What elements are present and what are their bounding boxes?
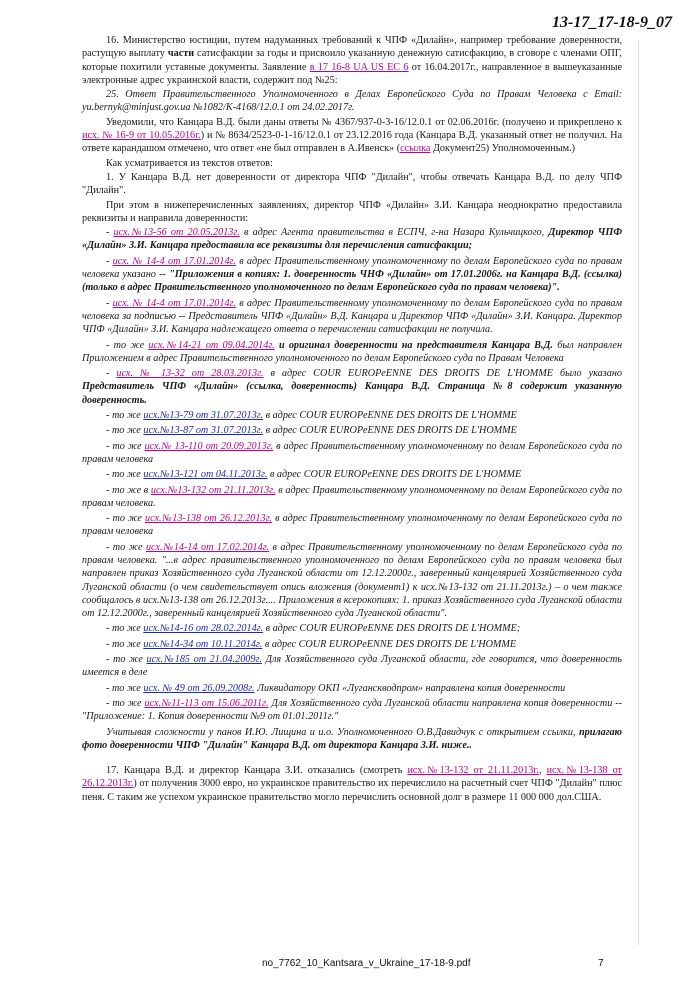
paragraph-17 [82,764,622,804]
reference-item [82,339,622,366]
text-bold: "Приложения в копиях: 1. доверенность ЧНФ «Дилайн» от 17.01.2006г. на Канцара В.Д. (ссылка) (только в адрес Правительственного уполномоченного по делам Европейского суда по правам человека)". [82,269,622,294]
text: - то же [106,541,146,553]
text: - [106,255,113,267]
text: в адрес Агента правительства в ЕСПЧ, г-на Назара Кульчицкого, [239,227,549,239]
text-bold: Директор ЧПФ «Дилайн» З.И. Канцара предоставила все реквизиты для перечисления сатисфакции; [82,227,623,252]
text: - то же [106,469,144,481]
text-bold: части [167,48,195,60]
doc-link[interactable]: исх.№11-113 от 15.06.2011г. [144,697,269,709]
text: - [106,297,113,309]
text: Учитывая сложности у панов И.Ю. Лищина и и.о. Уполномоченного О.В.Давидчук с открытием ссылки, [106,726,579,738]
paragraph-25: 25. Ответ Правительственного Уполномоченного в Делах Европейского Суда по Правам Человека с Email: yu.bernyk@minjust.gov.ua №1082/К-4168/12.0.1 от 24.02.2017г. [82,89,622,114]
doc-link[interactable]: исх.№14-34 от 10.11.2014г. [143,638,263,650]
paragraph-but: При этом в нижеперечисленных заявлениях, директор ЧПФ «Дилайн» З.И. Канцара неоднократно предоставила реквизиты и направила доверенности: [82,199,622,224]
document-code: 13-17_17-18-9_07 [552,14,672,31]
text: в адрес COUR EUROPeENNE DES DROITS DE L'HOMME; [263,623,521,635]
text: был направлен Приложением в адрес Правительственного уполномоченного по делам Европейского суда по Правам Человека [82,339,623,364]
reference-item [82,653,622,680]
text: - то же [106,654,147,666]
text: 16. Министерство юстиции, путем надуманных требований к ЧПФ «Дилайн», например требование доверенности, растущую выплату [82,35,622,60]
doc-link[interactable]: ссылка [400,143,431,155]
text: в адрес Правительственному уполномоченному по делам Европейского суда по правам человека за подписью -- Представитель ЧПФ «Дилайн» В.Д. Канцара и Директор ЧПФ «Дилайн» З.И. Канцара. Директор ЧПФ «Дилайн» З.И. Канцара надлежащего ответа о перечислении сатисфакции не получила. [82,297,622,336]
doc-link[interactable]: исх. № 14-4 от 17.01.2014г. [112,255,236,267]
reference-item [82,682,622,695]
doc-link[interactable]: исх. № 16-9 от 10.05.2016г. [82,130,201,142]
reference-item [82,638,622,651]
text: - то же [106,339,149,351]
text: в адрес COUR EUROPeENNE DES DROITS DE L'HOMME [263,410,517,422]
text: - то же [106,638,144,650]
reference-item [82,255,622,295]
text: ) от получения 3000 евро, но украинское правительство их перечислило на расчетный счет ЧПФ "Дилайн" плюс пеня. С таким же успехом украинское правительство могло перечислить основной долг в размере 11 000 000 дол.США. [82,778,622,803]
doc-link[interactable]: исх.№14-21 от 09.04.2014г. [148,339,275,351]
reference-item [82,409,622,422]
text: в адрес COUR EUROPeENNE DES DROITS DE L'HOMME [263,425,517,437]
text: в адрес Правительственному уполномоченному по делам Европейского суда по правам человека указано -- [82,255,622,281]
text: Для Хозяйственного суда Луганской области направлена копия доверенности -- "Приложение: 1. Копия доверенности №9 от 01.01.2011г." [82,697,622,723]
doc-link[interactable]: исх.№13-132 от 21.11.2013г. [150,484,276,496]
doc-link[interactable]: исх.№13-87 от 31.07.2013г. [143,425,264,437]
text: Документ25) Уполномоченным.) [430,143,575,155]
doc-link[interactable]: исх.№ 13-110 от 20.09.2013г. [144,440,274,452]
text: , [538,765,547,777]
text: в адрес Правительственному уполномоченному по делам Европейского суда по правам человека. [82,484,622,509]
text: - то же [106,697,145,709]
text: в адрес Правительственному уполномоченному по делам Европейского суда по правам человека [82,513,622,538]
paragraph-notified [82,116,622,156]
reference-item [82,512,622,539]
footer-filename: no_7762_10_Kantsara_v_Ukraine_17-18-9.pdf [262,958,471,969]
reference-item [82,297,622,337]
margin-line [638,40,639,945]
reference-item [82,440,622,467]
text: в адрес Правительственному уполномоченному по делам Европейского суда по правам человека [82,440,622,465]
text: - [106,227,114,239]
doc-link[interactable]: исх.№13-138 от 26.12.2013г. [145,513,272,525]
text: - то же [106,513,145,525]
doc-link[interactable]: исх.№14-14 от 17.02.2014г. [145,541,270,553]
text: в адрес Правительственному уполномоченному по делам Европейского суда по правам человека. "...в адрес правительственного уполномоченного по делам Европейского суда по правам человека был направлен приказ Хозяйственного суда Луганской области от 12.12.2000г., заверенный канцелярией Хозяйственного суда Луганской области (о чем свидетельствует опись вложения (документ1) к исх.№13-132 от 21.11.2013г.) – о чем также сообщалось в исх.№13-138 от 26.12.2013г.... Приложения в ксерокопиях: 1. приказ Хозяйственного суда Луганской области от 12.12.2000г., заверенный канцелярией Хозяйственного суда Луганской области". [82,541,622,620]
text: Ликвидатору ОКП «Луганскводпром» направлена копия доверенности [254,682,566,694]
reference-item [82,697,622,724]
text: - то же [106,440,145,452]
paragraph-considering [82,726,622,753]
doc-link[interactable]: исх. № 14-4 от 17.01.2014г. [112,297,236,309]
text: Для Хозяйственного суда Луганской области, где говорится, что доверенность имеется в деле [82,654,622,679]
reference-item [82,367,622,407]
text-bold: и оригинал доверенности на представителя Канцара В.Д. [278,339,553,351]
doc-link[interactable]: исх.№13-132 от 21.11.2013г. [407,765,539,777]
doc-link[interactable]: исх.№13-121 от 04.11.2013г. [143,469,268,481]
reference-item [82,622,622,635]
text: - [106,368,117,380]
reference-item [82,541,622,621]
doc-link[interactable]: исх.№13-138 от 26.12.2013г. [82,765,623,790]
doc-link[interactable]: исх.№13-79 от 31.07.2013г. [143,410,264,422]
text: в адрес COUR EUROPeENNE DES DROITS DE L'HOMME было указано [263,368,622,380]
text: от 16.04.2017г., направленное в вышеуказанные электронные адрес украинской власти, содержит под №25: [82,61,622,86]
reference-item [82,484,622,511]
text: ) и № 8634/2523-0-1-16/12.0.1 от 23.12.2016 года (Канцара В.Д. указанный ответ не получил. На ответе карандашом отмечено, что ответ «не был отправлен в А.Ивенск» ( [82,130,622,155]
text: - то же [106,682,144,694]
reference-item [82,468,622,481]
text: в адрес COUR EUROPeENNE DES DROITS DE L'HOMME [262,638,517,650]
text: сатисфакции за годы и присвоило указанную денежную сатисфакцию, в сговоре с членами ОПГ, которые похитили уставные документы. Заявление [82,48,622,73]
doc-link[interactable]: исх.№13-56 от 20.05.2013г. [113,227,240,239]
page-number: 7 [598,958,604,969]
text: - то же в [106,484,151,496]
document-body [82,34,622,805]
doc-link[interactable]: исх. № 13-32 от 28.03.2013г. [116,368,264,380]
text-bold: прилагаю фото доверенности ЧПФ "Дилайн" Канцара В.Д. от директора Канцара З.И. ниже.. [82,726,622,751]
text: - то же [106,623,144,635]
doc-link[interactable]: в 17 16-8 UA US EC 6 [309,61,409,73]
doc-link[interactable]: исх. № 49 от 26.09.2008г. [143,682,255,694]
doc-link[interactable]: исх.№14-16 от 28.02.2014г. [143,623,264,635]
text: в адрес COUR EUROPeENNE DES DROITS DE L'HOMME [267,469,522,481]
paragraph-as-seen: Как усматривается из текстов ответов: [106,157,273,169]
doc-link[interactable]: исх.№185 от 21.04.2009г. [146,654,262,666]
text: - то же [106,410,144,422]
paragraph-16 [82,34,622,87]
text: - то же [106,425,144,437]
text: 17. Канцара В.Д. и директор Канцара З.И. отказались (смотреть [106,765,408,777]
paragraph-1: 1. У Канцара В.Д. нет доверенности от директора ЧПФ "Дилайн", чтобы отвечать Канцара В.Д. по делу ЧПФ "Дилайн". [82,171,622,197]
reference-item [82,424,622,437]
text: Уведомили, что Канцара В.Д. были даны ответы № 4367/937-0-3-16/12.0.1 от 02.06.2016г. (получено и прикреплено к [106,116,622,128]
reference-list [82,226,622,723]
text-bold: Представитель ЧПФ «Дилайн» (ссылка, доверенность) Канцара В.Д. Страница №8 содержит указанную доверенность. [82,381,622,406]
reference-item [82,226,622,253]
